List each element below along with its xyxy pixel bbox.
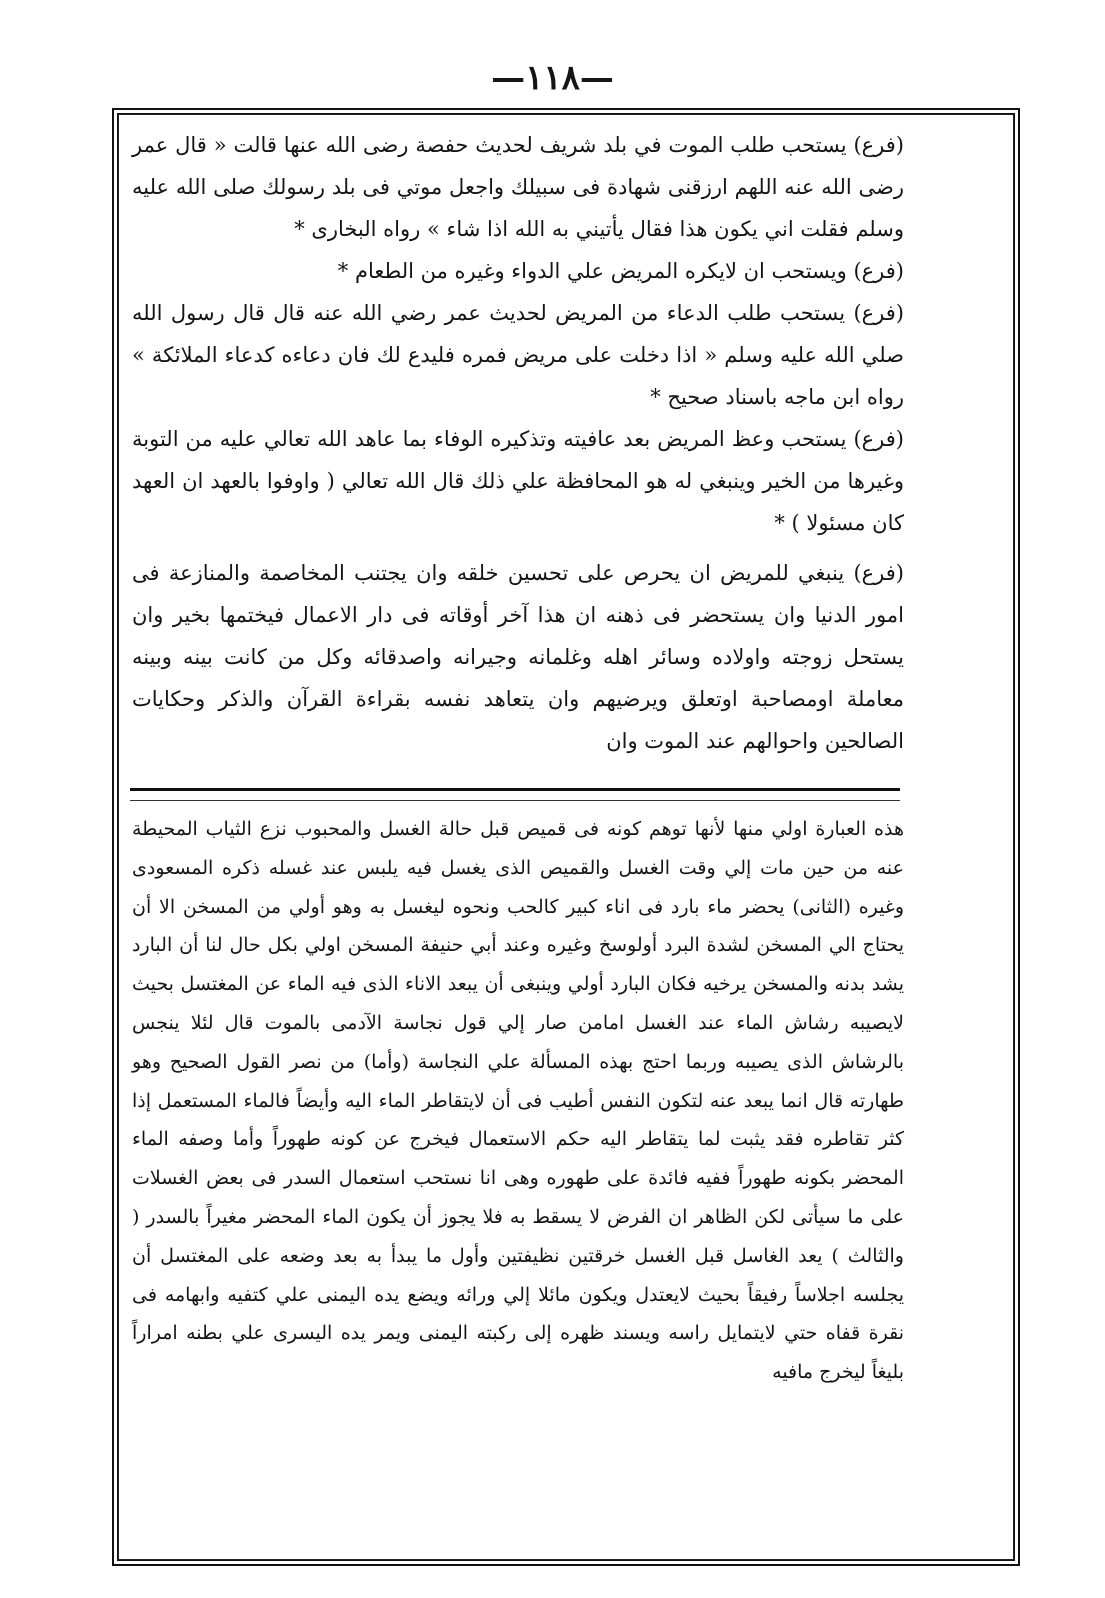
- paragraph: (فرع) يستحب طلب الموت في بلد شريف لحديث حفصة رضى الله عنها قالت « قال عمر رضى الله عنه اللهم ارزقنى شهادة فى سبيلك واجعل موتي فى بلد رسولك صلى الله عليه وسلم فقلت اني يكون هذا فقال يأتيني به الله اذا شاء » رواه البخارى *: [132, 133, 904, 241]
- paragraph: (فرع) ينبغي للمريض ان يحرص على تحسين خلقه وان يجتنب المخاصمة والمنازعة فى امور الدنيا وان يستحضر فى ذهنه ان هذا آخر أوقاته فى دار الاعمال فيختمها بخير وان يستحل زوجته واولاده وسائر اهله وغلمانه وجيرانه واصدقائه وكل من كانت بينه وبينه معاملة اومصاحبة اوتعلق ويرضيهم وان يتعاهد نفسه بقراءة القرآن والذكر وحكايات الصالحين واحوالهم عند الموت وان: [132, 561, 904, 753]
- footnote-paragraph: هذه العبارة اولي منها لأنها توهم كونه فى قميص قبل حالة الغسل والمحبوب نزع الثياب المحيطة عنه من حين مات إلي وقت الغسل والقميص الذى يغسل فيه يلبس عند غسله ذكره المسعودى وغيره (الثانى) يحضر ماء بارد فى اناء كبير كالحب ونحوه ليغسل به وهو أولي من المسخن الا أن يحتاج الي المسخن لشدة البرد أولوسخ وغيره وعند أبي حنيفة المسخن اولي بكل حال لنا أن البارد يشد بدنه والمسخن يرخيه فكان البارد أولي وينبغى أن يبعد الاناء الذى فيه الماء عن المغتسل بحيث لايصيبه رشاش الماء عند الغسل امامن صار إلي قول نجاسة الآدمى بالموت قال لئلا ينجس بالرشاش الذى يصيبه وربما احتج بهذه المسألة علي النجاسة (وأما) من نصر القول الصحيح وهو طهارته قال انما يبعد عنه لتكون النفس أطيب فى أن لايتقاطر الماء اليه وأيضاً فالماء المستعمل إذا كثر تقاطره فقد يثبت لما يتقاطر اليه حكم الاستعمال فيخرج عن كونه طهوراً وأما وصفه الماء المحضر بكونه طهوراً ففيه فائدة على طهوره وهى انا نستحب استعمال السدر فى بعض الغسلات على ما سيأتى لكن الظاهر ان الفرض لا يسقط به فلا يجوز أن يكون الماء المحضر مغيراً بالسدر ( والثالث ) يعد الغاسل قبل الغسل خرقتين نظيفتين وأول ما يبدأ به بعد وضعه على المغتسل أن يجلسه اجلاساً رفيقاً بحيث لايعتدل ويكون مائلا إلي ورائه ويضع يده اليمنى علي كتفيه وابهامه فى نقرة قفاه حتي لايتمايل راسه ويسند ظهره إلى ركبته اليمنى ويمر يده اليسرى علي بطنه امراراً بليغاً ليخرج مافيه: [132, 818, 904, 1384]
- paragraph: (فرع) ويستحب ان لايكره المريض علي الدواء وغيره من الطعام *: [337, 259, 904, 283]
- paragraph: (فرع) يستحب وعظ المريض بعد عافيته وتذكيره الوفاء بما عاهد الله تعالي عليه من التوبة وغيرها من الخير وينبغي له هو المحافظة علي ذلك قال الله تعالي ( واوفوا بالعهد ان العهد كان مسئولا ) *: [132, 427, 904, 535]
- footnote-text: [132, 810, 904, 1392]
- footnote-separator: [130, 788, 900, 791]
- page-number: —١١٨—: [491, 58, 614, 98]
- main-text: [132, 124, 904, 762]
- footnote-separator-thin: [130, 800, 900, 801]
- paragraph: (فرع) يستحب طلب الدعاء من المريض لحديث عمر رضي الله عنه قال قال رسول الله صلي الله عليه وسلم « اذا دخلت على مريض فمره فليدع لك فان دعاءه كدعاء الملائكة » رواه ابن ماجه باسناد صحيح *: [132, 301, 904, 409]
